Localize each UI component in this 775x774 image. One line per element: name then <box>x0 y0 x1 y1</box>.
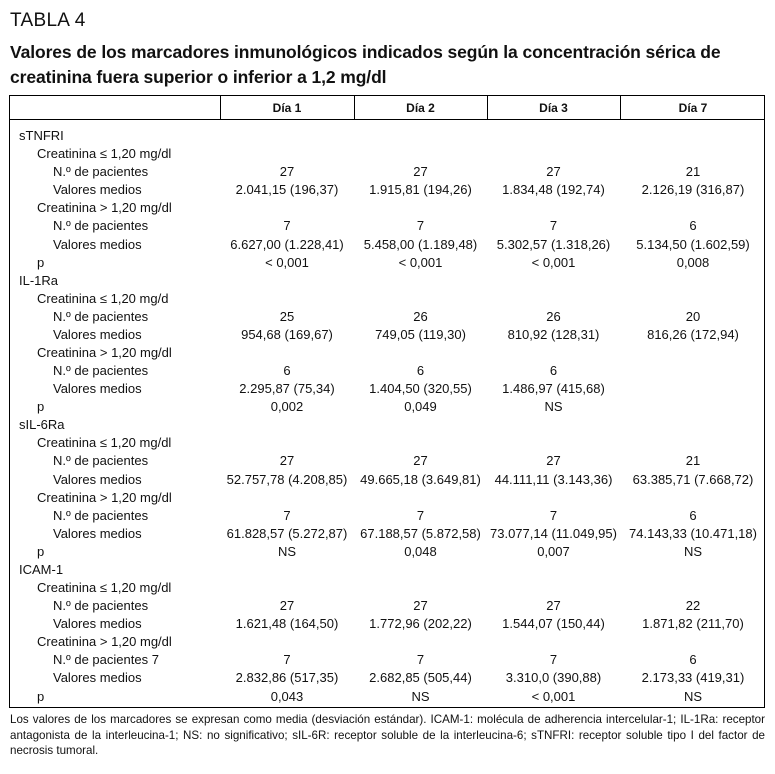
table-cell: 49.665,18 (3.649,81) <box>360 471 481 487</box>
table-row <box>10 579 766 597</box>
group-label: p <box>37 254 45 270</box>
table-cell: 73.077,14 (11.049,95) <box>490 525 617 541</box>
table-cell: 20 <box>685 308 701 324</box>
table-row <box>10 651 766 669</box>
table-cell: 0,008 <box>676 254 710 270</box>
table-cell: 25 <box>279 308 295 324</box>
table-row <box>10 489 766 507</box>
table-cell: 44.111,11 (3.143,36) <box>494 471 613 487</box>
table-cell: 7 <box>283 218 291 234</box>
table-cell: 26 <box>546 308 561 324</box>
table-cell: 5.302,57 (1.318,26) <box>496 236 611 252</box>
table-cell: 27 <box>413 598 428 614</box>
table-cell: 21 <box>685 164 701 180</box>
table-cell: 6.627,00 (1.228,41) <box>230 236 344 252</box>
row-label: N.º de pacientes <box>53 598 149 614</box>
table-cell: NS <box>683 543 703 559</box>
table-cell: 1.621,48 (164,50) <box>235 616 339 632</box>
table-cell: 52.757,78 (4.208,85) <box>226 471 348 487</box>
table-cell: 22 <box>685 598 701 614</box>
table-row <box>10 669 766 687</box>
table-cell: 3.310,0 (390,88) <box>505 670 602 686</box>
table-cell: 67.188,57 (5.872,58) <box>360 525 481 541</box>
row-label: Valores medios <box>53 471 142 487</box>
table-row <box>10 525 766 543</box>
table-cell: 1.486,97 (415,68) <box>502 381 605 397</box>
table-row <box>10 199 766 217</box>
table-row <box>10 163 766 181</box>
table-cell: 5.458,00 (1.189,48) <box>363 236 478 252</box>
row-label: Valores medios <box>53 236 142 252</box>
table-row <box>10 254 766 272</box>
table-cell: 1.834,48 (192,74) <box>502 182 605 198</box>
table-cell: 2.682,85 (505,44) <box>369 670 472 686</box>
row-label: N.º de pacientes <box>53 218 149 234</box>
group-label: p <box>37 399 45 415</box>
table-cell: < 0,001 <box>531 688 576 704</box>
table-cell: 0,007 <box>537 543 570 559</box>
table-cell: 1.915,81 (194,26) <box>369 182 472 198</box>
table-row <box>10 127 766 145</box>
table-cell: 816,26 (172,94) <box>647 326 739 342</box>
table-cell: 27 <box>546 164 561 180</box>
marker-heading: IL-1Ra <box>19 272 59 288</box>
table-cell: 7 <box>283 652 291 668</box>
table-cell: 1.772,96 (202,22) <box>369 616 472 632</box>
table-row <box>10 471 766 489</box>
table-cell: 6 <box>689 652 697 668</box>
table-cell: 27 <box>279 164 295 180</box>
group-label: p <box>37 543 45 559</box>
table-cell: < 0,001 <box>531 254 576 270</box>
table-cell: 749,05 (119,30) <box>375 326 466 342</box>
table-cell: NS <box>683 688 703 704</box>
table-cell: 5.134,50 (1.602,59) <box>636 236 750 252</box>
table-row <box>10 380 766 398</box>
group-label: Creatinina > 1,20 mg/dl <box>37 345 172 360</box>
table-row <box>10 507 766 525</box>
table-cell: NS <box>411 688 430 704</box>
row-label: N.º de pacientes <box>53 507 149 523</box>
table-cell: 1.871,82 (211,70) <box>642 616 744 632</box>
table-cell: 74.143,33 (10.471,18) <box>629 525 757 541</box>
group-label: Creatinina > 1,20 mg/dl <box>37 489 172 505</box>
table-cell: 7 <box>416 218 425 234</box>
table-row <box>10 272 766 290</box>
table-cell: 0,043 <box>270 688 304 704</box>
table-cell: 6 <box>689 218 697 234</box>
row-label: Valores medios <box>53 525 142 541</box>
table-cell: 63.385,71 (7.668,72) <box>632 471 754 487</box>
table-row <box>10 145 766 163</box>
table-cell: 27 <box>413 453 428 469</box>
header-rule <box>10 119 764 120</box>
table-cell: 6 <box>689 507 697 523</box>
table-cell: 61.828,57 (5.272,87) <box>226 525 348 541</box>
group-label: Creatinina ≤ 1,20 mg/d <box>37 290 169 306</box>
row-label: N.º de pacientes <box>53 453 149 469</box>
table-label: TABLA 4 <box>10 10 86 31</box>
group-label: Creatinina ≤ 1,20 mg/dl <box>37 146 172 162</box>
table-title: Valores de los marcadores inmunológicos indicados según la concentración sérica de creatinina fuera superior o inferior a 1,2 mg/dl <box>10 42 721 87</box>
table-cell: 0,049 <box>404 399 437 415</box>
column-header-day-1: Día 1 <box>272 101 302 115</box>
table-row <box>10 633 766 651</box>
table-cell: 1.404,50 (320,55) <box>369 381 472 397</box>
column-header-day-2: Día 2 <box>406 101 435 115</box>
table-cell: 7 <box>283 507 291 523</box>
table-cell: 954,68 (169,67) <box>241 326 333 342</box>
table-cell: NS <box>544 399 563 415</box>
table-cell: 27 <box>279 598 295 614</box>
table-cell: 2.173,33 (419,31) <box>641 670 745 686</box>
table-cell: 7 <box>549 652 558 668</box>
row-label: N.º de pacientes <box>53 308 149 324</box>
group-label: Creatinina ≤ 1,20 mg/dl <box>37 580 172 595</box>
group-label: p <box>37 688 45 704</box>
table-row <box>10 615 766 633</box>
table-cell: 21 <box>685 453 701 469</box>
table-row <box>10 236 766 254</box>
group-label: Creatinina ≤ 1,20 mg/dl <box>37 435 172 451</box>
table-row <box>10 326 766 344</box>
marker-heading: sIL-6Ra <box>19 417 65 433</box>
table-row <box>10 452 766 470</box>
table-row <box>10 308 766 326</box>
row-label: N.º de pacientes <box>53 164 149 180</box>
table-row <box>10 217 766 235</box>
table-row <box>10 597 766 615</box>
table-row <box>10 688 766 706</box>
table-row <box>10 344 766 362</box>
table-row <box>10 290 766 308</box>
table-cell: 0,002 <box>270 399 304 415</box>
column-header-day-7: Día 7 <box>678 101 708 115</box>
table-row <box>10 434 766 452</box>
table-cell: 6 <box>549 363 558 378</box>
table-cell: 2.041,15 (196,37) <box>235 182 339 198</box>
table-cell: 6 <box>283 363 291 378</box>
group-label: Creatinina > 1,20 mg/dl <box>37 200 172 216</box>
table-cell: 6 <box>416 363 425 378</box>
table-cell: < 0,001 <box>265 254 309 270</box>
table-cell: 26 <box>413 308 428 324</box>
table-cell: 27 <box>546 598 561 614</box>
marker-heading: sTNFRI <box>19 128 64 143</box>
table-cell: 2.295,87 (75,34) <box>239 381 335 397</box>
table-cell: 810,92 (128,31) <box>507 326 600 342</box>
table-cell: NS <box>277 543 297 559</box>
table-row <box>10 362 766 380</box>
table-cell: 2.126,19 (316,87) <box>641 182 745 198</box>
table-row <box>10 181 766 199</box>
table-cell: 27 <box>413 164 428 180</box>
table-row <box>10 543 766 561</box>
group-label: Creatinina > 1,20 mg/dl <box>37 634 172 650</box>
marker-heading: ICAM-1 <box>19 561 64 577</box>
row-label: Valores medios <box>53 182 142 198</box>
table-cell: < 0,001 <box>398 254 443 270</box>
table-cell: 7 <box>416 507 425 523</box>
row-label: Valores medios <box>53 326 142 342</box>
table-cell: 2.832,86 (517,35) <box>235 670 339 686</box>
table-row <box>10 561 766 579</box>
table-cell: 27 <box>546 453 561 469</box>
table-row <box>10 398 766 416</box>
row-label: N.º de pacientes <box>53 363 149 378</box>
row-label: Valores medios <box>53 670 142 686</box>
data-table <box>9 95 765 708</box>
table-cell: 0,048 <box>404 543 437 559</box>
table-footnote: Los valores de los marcadores se expresan como media (desviación estándar). ICAM-1: molécula de adherencia intercelular-1; IL-1Ra: receptor antagonista de la interleucina-1; NS: no significativo; sIL-6R: receptor soluble de la interleucina-6; sTNFRI: receptor soluble tipo I del factor de necrosis tumoral. <box>10 713 765 757</box>
table-cell: 7 <box>549 218 558 234</box>
table-cell: 1.544,07 (150,44) <box>502 616 605 632</box>
table-row <box>10 416 766 434</box>
row-label: N.º de pacientes 7 <box>53 652 159 668</box>
column-header-day-3: Día 3 <box>539 101 568 115</box>
table-cell: 7 <box>416 652 425 668</box>
row-label: Valores medios <box>53 381 142 397</box>
table-cell: 27 <box>279 453 295 469</box>
table-cell: 7 <box>549 507 558 523</box>
row-label: Valores medios <box>53 616 142 632</box>
